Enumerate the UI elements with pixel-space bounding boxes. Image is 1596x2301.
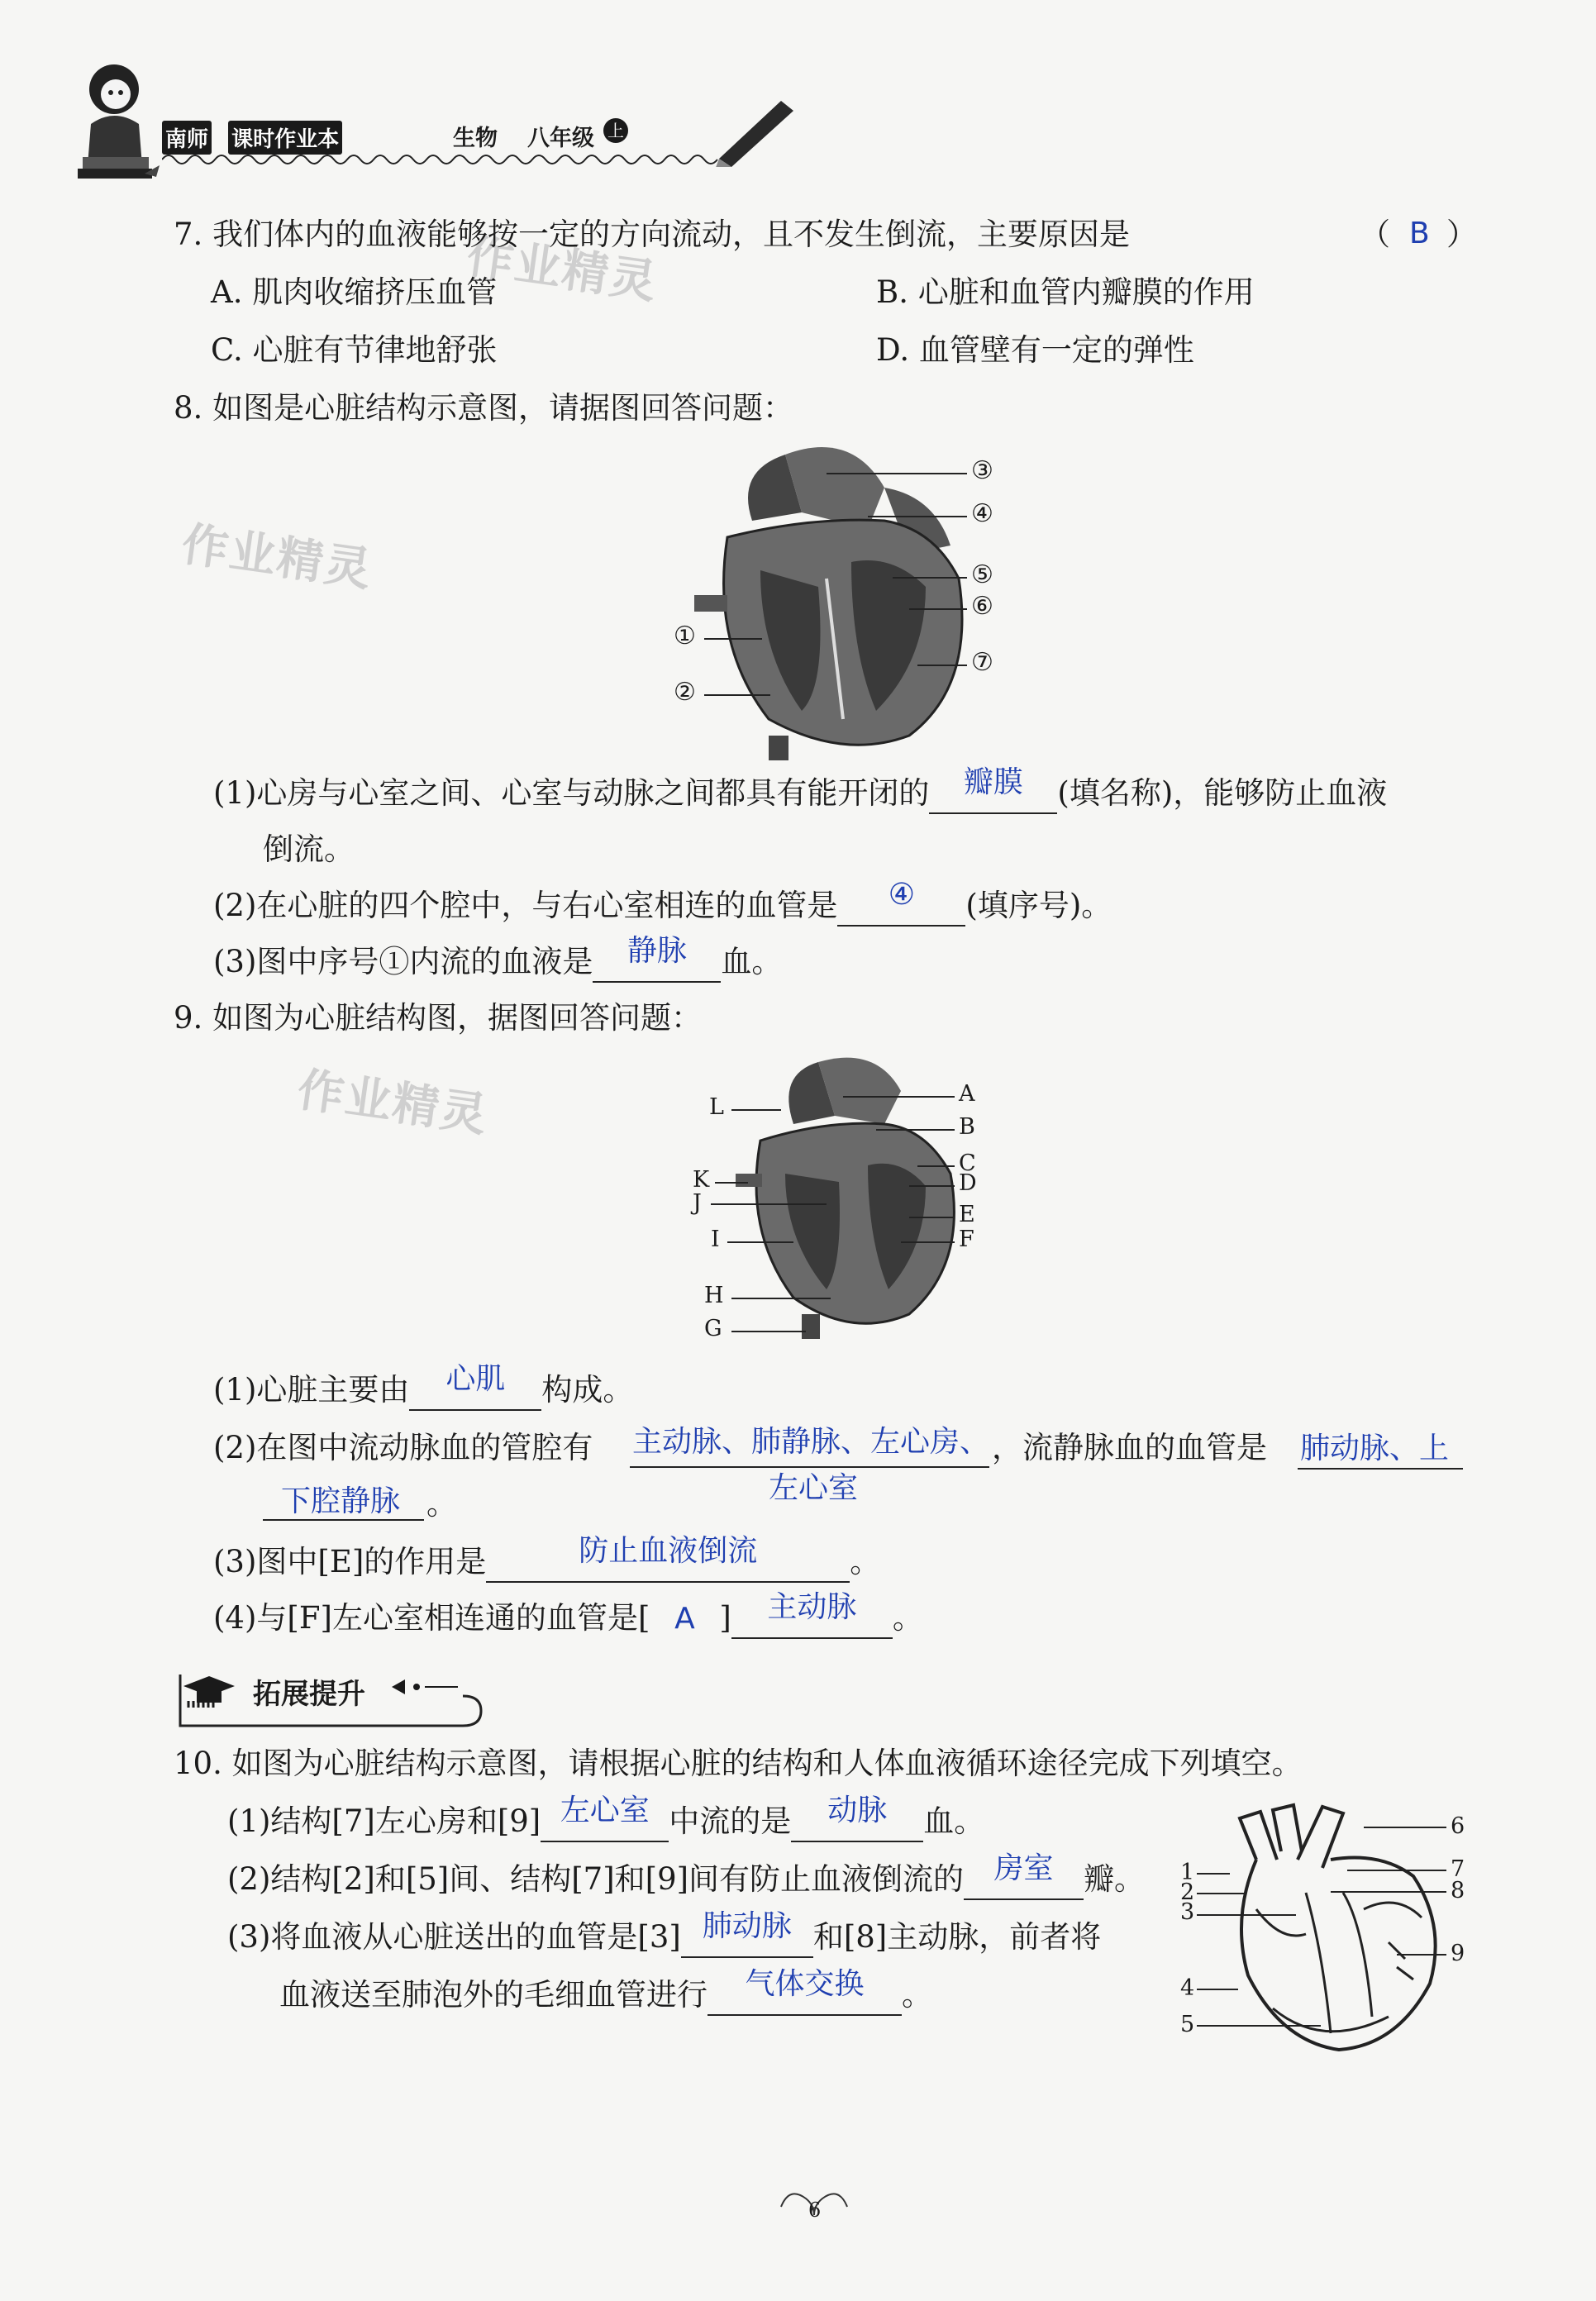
q8-label-1: ① bbox=[674, 622, 696, 650]
q9-p2-answer-1: 主动脉、肺静脉、左心房、 bbox=[632, 1425, 990, 1459]
q7-option-c: C. 心脏有节律地舒张 bbox=[211, 332, 498, 368]
q9-part-3 bbox=[213, 1534, 881, 1583]
q9-p3-blank bbox=[486, 1534, 850, 1583]
q10-part-3-cont bbox=[279, 1967, 932, 2016]
q9-label-c: C bbox=[959, 1150, 976, 1176]
section-title: 拓展提升 bbox=[253, 1678, 365, 1711]
q7-stem: 7. 我们体内的血液能够按一定的方向流动，且不发生倒流，主要原因是 bbox=[174, 217, 1131, 252]
q9-p4-text-c: 。 bbox=[892, 1600, 923, 1636]
q10-label-9: 9 bbox=[1451, 1941, 1465, 1966]
leader-line bbox=[909, 608, 967, 610]
q10-part-3 bbox=[227, 1909, 1102, 1958]
header-term-badge: 上 bbox=[603, 118, 628, 143]
q9-p4-text: (4)与[F]左心室相连通的血管是[ bbox=[213, 1600, 650, 1636]
q9-p2-text-c: 。 bbox=[426, 1486, 457, 1522]
leader-line bbox=[1197, 1873, 1230, 1875]
q9-label-d: D bbox=[959, 1170, 977, 1196]
q10-label-7: 7 bbox=[1451, 1856, 1465, 1882]
q8-part-2 bbox=[213, 878, 1112, 927]
q9-label-j: J bbox=[693, 1190, 702, 1216]
leader-line bbox=[917, 1165, 955, 1167]
graduation-cap-icon bbox=[180, 1673, 238, 1709]
q9-p2-answer-3: 肺动脉、上 bbox=[1300, 1432, 1450, 1465]
q7-answer: B bbox=[1409, 217, 1430, 250]
q7-paren-close: ） bbox=[1446, 217, 1477, 252]
q10-p2-answer: 房室 bbox=[993, 1851, 1054, 1885]
leader-line bbox=[868, 516, 967, 517]
q8-p2-text-b: (填序号)。 bbox=[965, 888, 1112, 923]
q8-part-1 bbox=[213, 765, 1388, 814]
q10-p3-text-d: 。 bbox=[902, 1977, 932, 2013]
leader-line bbox=[704, 638, 762, 640]
q8-label-5: ⑤ bbox=[971, 560, 993, 589]
q10-p1-blank-1 bbox=[541, 1794, 669, 1842]
q9-p3-text-b: 。 bbox=[850, 1544, 881, 1579]
leader-line bbox=[1197, 1914, 1296, 1916]
leader-line bbox=[704, 694, 770, 696]
q8-p3-blank bbox=[593, 934, 721, 983]
q9-label-e: E bbox=[959, 1202, 975, 1227]
q9-p2-text-b: ，流静脉血的血管是 bbox=[992, 1430, 1267, 1465]
q10-label-4: 4 bbox=[1180, 1975, 1195, 2001]
q9-p2-text: (2)在图中流动脉血的管腔有 bbox=[213, 1430, 593, 1465]
q9-label-k: K bbox=[693, 1167, 710, 1193]
leader-line bbox=[1364, 1827, 1446, 1828]
q8-p1-text-c: 倒流。 bbox=[263, 831, 355, 867]
q10-p2-text: (2)结构[2]和[5]间、结构[7]和[9]间有防止血液倒流的 bbox=[227, 1861, 965, 1897]
leader-line bbox=[827, 473, 967, 474]
q10-p1-blank-2 bbox=[791, 1794, 923, 1842]
q9-p1-blank bbox=[409, 1362, 541, 1411]
pencil-icon bbox=[711, 93, 802, 167]
q10-label-3: 3 bbox=[1180, 1899, 1195, 1925]
heart-diagram-q9 bbox=[727, 1050, 975, 1347]
page-number: 6 bbox=[808, 2199, 822, 2222]
q9-p4-bracket bbox=[650, 1600, 719, 1637]
leader-line bbox=[909, 1217, 955, 1218]
q8-p1-text: (1)心房与心室之间、心室与动脉之间都具有能开闭的 bbox=[213, 775, 930, 811]
q10-p3-answer: 肺动脉 bbox=[702, 1909, 792, 1943]
q9-p1-text-b: 构成。 bbox=[541, 1372, 634, 1408]
q9-p2-blank-2 bbox=[1298, 1468, 1463, 1470]
q9-p4-blank bbox=[731, 1590, 893, 1639]
q8-p2-answer: ④ bbox=[888, 878, 916, 912]
q9-label-b: B bbox=[959, 1114, 975, 1140]
leader-line bbox=[1397, 1954, 1446, 1956]
leader-line bbox=[901, 1241, 955, 1243]
q9-p1-text: (1)心脏主要由 bbox=[213, 1372, 410, 1408]
watermark: 作业精灵 bbox=[463, 230, 661, 310]
q9-p1-answer: 心肌 bbox=[445, 1362, 506, 1396]
q9-label-f: F bbox=[959, 1227, 974, 1252]
q8-stem: 8. 如图是心脏结构示意图，请据图回答问题： bbox=[174, 390, 794, 426]
q9-stem: 9. 如图为心脏结构图，据图回答问题： bbox=[174, 1000, 703, 1036]
q10-p2-text-b: 瓣。 bbox=[1084, 1861, 1146, 1897]
q8-p2-blank bbox=[837, 878, 965, 927]
q10-p1-text-c: 血。 bbox=[923, 1803, 985, 1839]
leader-line bbox=[843, 1096, 955, 1098]
leader-line bbox=[731, 1298, 831, 1299]
q8-p1-text-b: (填名称)，能够防止血液 bbox=[1057, 775, 1388, 811]
q10-p3-text-b: 和[8]主动脉，前者将 bbox=[812, 1919, 1102, 1955]
leader-line bbox=[715, 1182, 748, 1184]
brand-title: 课时作业本 bbox=[228, 121, 342, 155]
q10-p1-answer-1: 左心室 bbox=[560, 1794, 650, 1827]
q8-p3-answer: 静脉 bbox=[626, 934, 687, 968]
header-subject: 生物 bbox=[453, 126, 498, 151]
leader-line bbox=[727, 1241, 793, 1243]
q10-p3-blank bbox=[681, 1909, 813, 1958]
q10-stem: 10. 如图为心脏结构示意图，请根据心脏的结构和人体血液循环途径完成下列填空。 bbox=[174, 1746, 1303, 1781]
q7-option-a: A. 肌肉收缩挤压血管 bbox=[211, 274, 498, 310]
q10-p3-text: (3)将血液从心脏送出的血管是[3] bbox=[227, 1919, 681, 1955]
header-wavy-line bbox=[162, 147, 741, 172]
q9-label-l: L bbox=[709, 1094, 724, 1120]
q9-p3-text: (3)图中[E]的作用是 bbox=[213, 1544, 487, 1579]
q8-label-2: ② bbox=[674, 678, 696, 707]
leader-line bbox=[909, 1185, 955, 1187]
leader-line bbox=[1197, 1893, 1246, 1894]
q10-p3-answer-2: 气体交换 bbox=[745, 1967, 865, 2001]
q10-part-2 bbox=[227, 1851, 1146, 1900]
q7-option-b: B. 心脏和血管内瓣膜的作用 bbox=[876, 274, 1255, 310]
q8-label-6: ⑥ bbox=[971, 592, 993, 621]
leader-line bbox=[731, 1109, 781, 1111]
q8-p1-blank bbox=[929, 765, 1057, 814]
q10-p1-answer-2: 动脉 bbox=[827, 1794, 888, 1827]
q9-p4-answer-2: 主动脉 bbox=[767, 1590, 857, 1624]
q9-p4-text-b: ] bbox=[719, 1600, 731, 1636]
mascot-illustration bbox=[66, 58, 165, 190]
q10-part-1 bbox=[227, 1794, 985, 1842]
q9-label-a: A bbox=[959, 1081, 975, 1107]
q8-label-4: ④ bbox=[971, 499, 993, 528]
q9-label-h: H bbox=[704, 1283, 724, 1308]
q9-p2-answer-2: 左心室 bbox=[769, 1471, 859, 1505]
q10-label-8: 8 bbox=[1451, 1878, 1465, 1903]
heart-line-diagram-q10 bbox=[1198, 1802, 1463, 2058]
q9-p2-answer-4: 下腔静脉 bbox=[281, 1484, 401, 1518]
q9-p2-blank-3 bbox=[263, 1519, 424, 1521]
leader-line bbox=[731, 1331, 806, 1332]
q7-option-d: D. 血管壁有一定的弹性 bbox=[876, 332, 1194, 368]
q8-p1-answer: 瓣膜 bbox=[963, 765, 1023, 799]
q8-p3-text-b: 血。 bbox=[721, 944, 783, 979]
q10-label-6: 6 bbox=[1451, 1813, 1465, 1839]
q10-p2-blank bbox=[964, 1851, 1084, 1900]
q8-p2-text: (2)在心脏的四个腔中，与右心室相连的血管是 bbox=[213, 888, 838, 923]
leader-line bbox=[893, 577, 967, 579]
q9-p4-answer-1: A bbox=[674, 1602, 695, 1636]
q10-label-2: 2 bbox=[1180, 1879, 1195, 1905]
q10-p3-blank-2 bbox=[707, 1967, 902, 2016]
header-grade: 八年级 bbox=[527, 126, 594, 151]
watermark: 作业精灵 bbox=[178, 517, 376, 598]
q9-p3-answer: 防止血液倒流 bbox=[579, 1534, 758, 1568]
leader-line bbox=[917, 665, 967, 666]
q8-part-3 bbox=[213, 934, 783, 983]
q9-part-4 bbox=[213, 1590, 923, 1639]
leader-line bbox=[1197, 1989, 1238, 1990]
leader-line bbox=[1347, 1870, 1446, 1871]
arrow-left-icon bbox=[388, 1675, 463, 1699]
q10-p1-text: (1)结构[7]左心房和[9] bbox=[227, 1803, 541, 1839]
q10-label-5: 5 bbox=[1180, 2012, 1195, 2037]
q9-label-i: I bbox=[711, 1227, 720, 1252]
q8-label-7: ⑦ bbox=[971, 648, 993, 677]
q7-paren-open: （ bbox=[1360, 217, 1390, 252]
q8-label-3: ③ bbox=[971, 456, 993, 485]
leader-line bbox=[711, 1203, 827, 1205]
leader-line bbox=[1197, 2025, 1321, 2027]
q9-part-1 bbox=[213, 1362, 634, 1411]
heart-diagram-q8 bbox=[661, 438, 1058, 760]
leader-line bbox=[1331, 1891, 1446, 1893]
watermark: 作业精灵 bbox=[293, 1063, 492, 1143]
q8-p3-text: (3)图中序号①内流的血液是 bbox=[213, 944, 593, 979]
q10-p1-text-b: 中流的是 bbox=[669, 1803, 792, 1839]
q10-label-1: 1 bbox=[1180, 1860, 1195, 1885]
q10-p3-text-c: 血液送至肺泡外的毛细血管进行 bbox=[279, 1977, 707, 2013]
leader-line bbox=[876, 1129, 955, 1131]
q9-label-g: G bbox=[704, 1316, 722, 1341]
brand-nanshi: 南师 bbox=[162, 121, 212, 155]
